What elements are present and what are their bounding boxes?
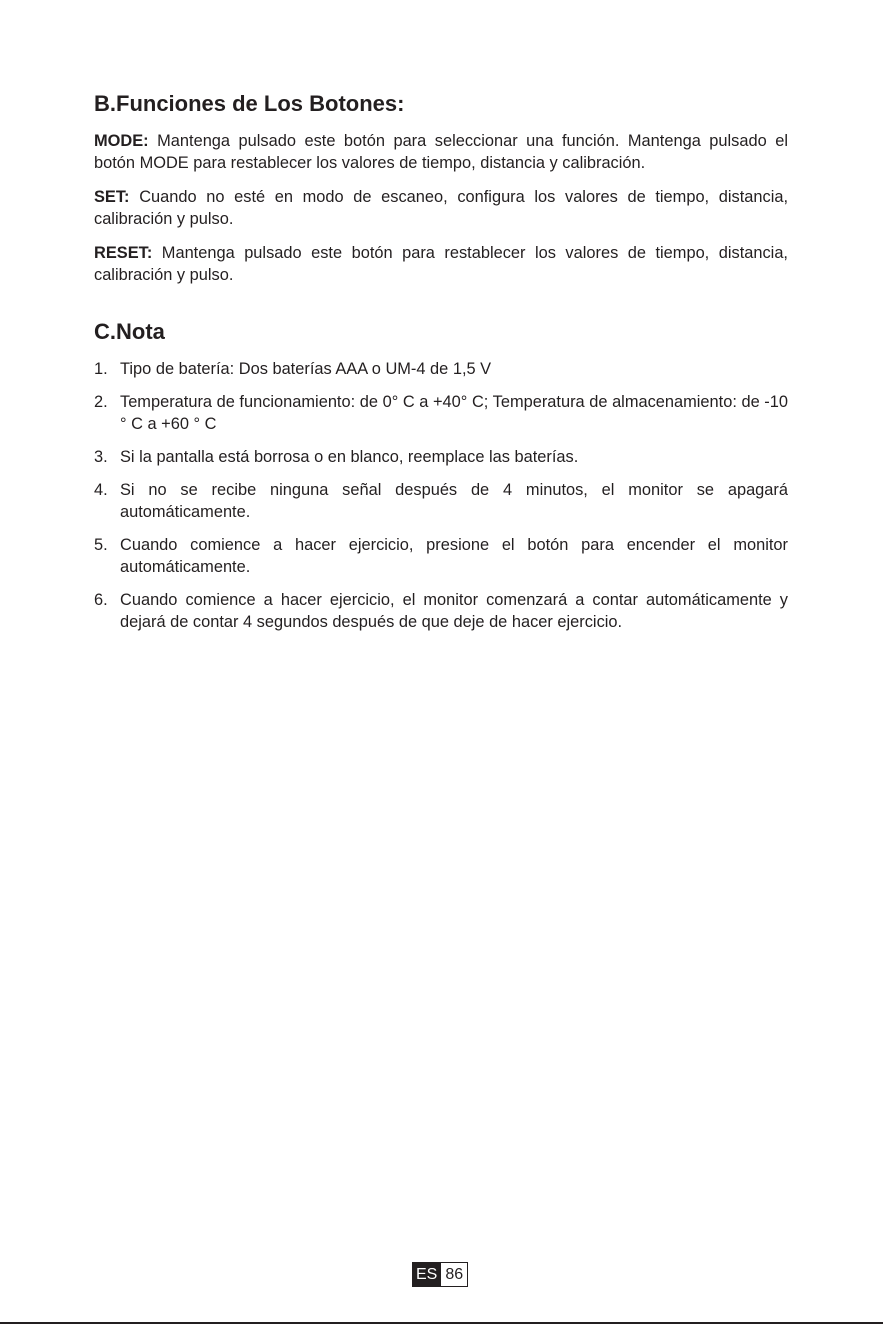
list-item [94, 446, 788, 468]
list-item-text: Cuando comience a hacer ejercicio, presione el botón para encender el monitor automáticamente. [120, 536, 788, 576]
list-item-text: Tipo de batería: Dos baterías AAA o UM-4 de 1,5 V [120, 360, 492, 378]
list-item [94, 589, 788, 633]
section-b-heading: B.Funciones de Los Botones: [94, 91, 405, 116]
page-content [94, 88, 788, 644]
mode-label: MODE: [94, 132, 149, 150]
list-item-number: 1. [94, 360, 108, 378]
section-c-heading: C.Nota [94, 319, 165, 344]
page-footer [412, 1262, 468, 1287]
set-description [94, 186, 788, 230]
reset-label: RESET: [94, 244, 153, 262]
notes-list [94, 358, 788, 633]
list-item-text: Si no se recibe ninguna señal después de 4 minutos, el monitor se apagará automáticamente. [120, 481, 788, 521]
page-number: 86 [441, 1262, 468, 1287]
list-item-number: 6. [94, 591, 108, 609]
list-item [94, 391, 788, 435]
mode-text: Mantenga pulsado este botón para seleccionar una función. Mantenga pulsado el botón MODE para restablecer los valores de tiempo, distancia y calibración. [94, 132, 788, 172]
mode-description [94, 130, 788, 174]
list-item-text: Si la pantalla está borrosa o en blanco, reemplace las baterías. [120, 448, 579, 466]
reset-description [94, 242, 788, 286]
list-item [94, 358, 788, 380]
list-item-text: Cuando comience a hacer ejercicio, el monitor comenzará a contar automáticamente y dejará de contar 4 segundos después de que deje de hacer ejercicio. [120, 591, 788, 631]
list-item [94, 479, 788, 523]
list-item-number: 4. [94, 481, 108, 499]
set-text: Cuando no esté en modo de escaneo, configura los valores de tiempo, distancia, calibración y pulso. [94, 188, 789, 228]
list-item-number: 5. [94, 536, 108, 554]
list-item-number: 3. [94, 448, 108, 466]
list-item-text: Temperatura de funcionamiento: de 0° C a +40° C; Temperatura de almacenamiento: de -10 ° C a +60 ° C [120, 393, 788, 433]
reset-text: Mantenga pulsado este botón para restablecer los valores de tiempo, distancia, calibración y pulso. [94, 244, 788, 284]
list-item [94, 534, 788, 578]
set-label: SET: [94, 188, 130, 206]
list-item-number: 2. [94, 393, 108, 411]
language-badge: ES [412, 1262, 441, 1287]
